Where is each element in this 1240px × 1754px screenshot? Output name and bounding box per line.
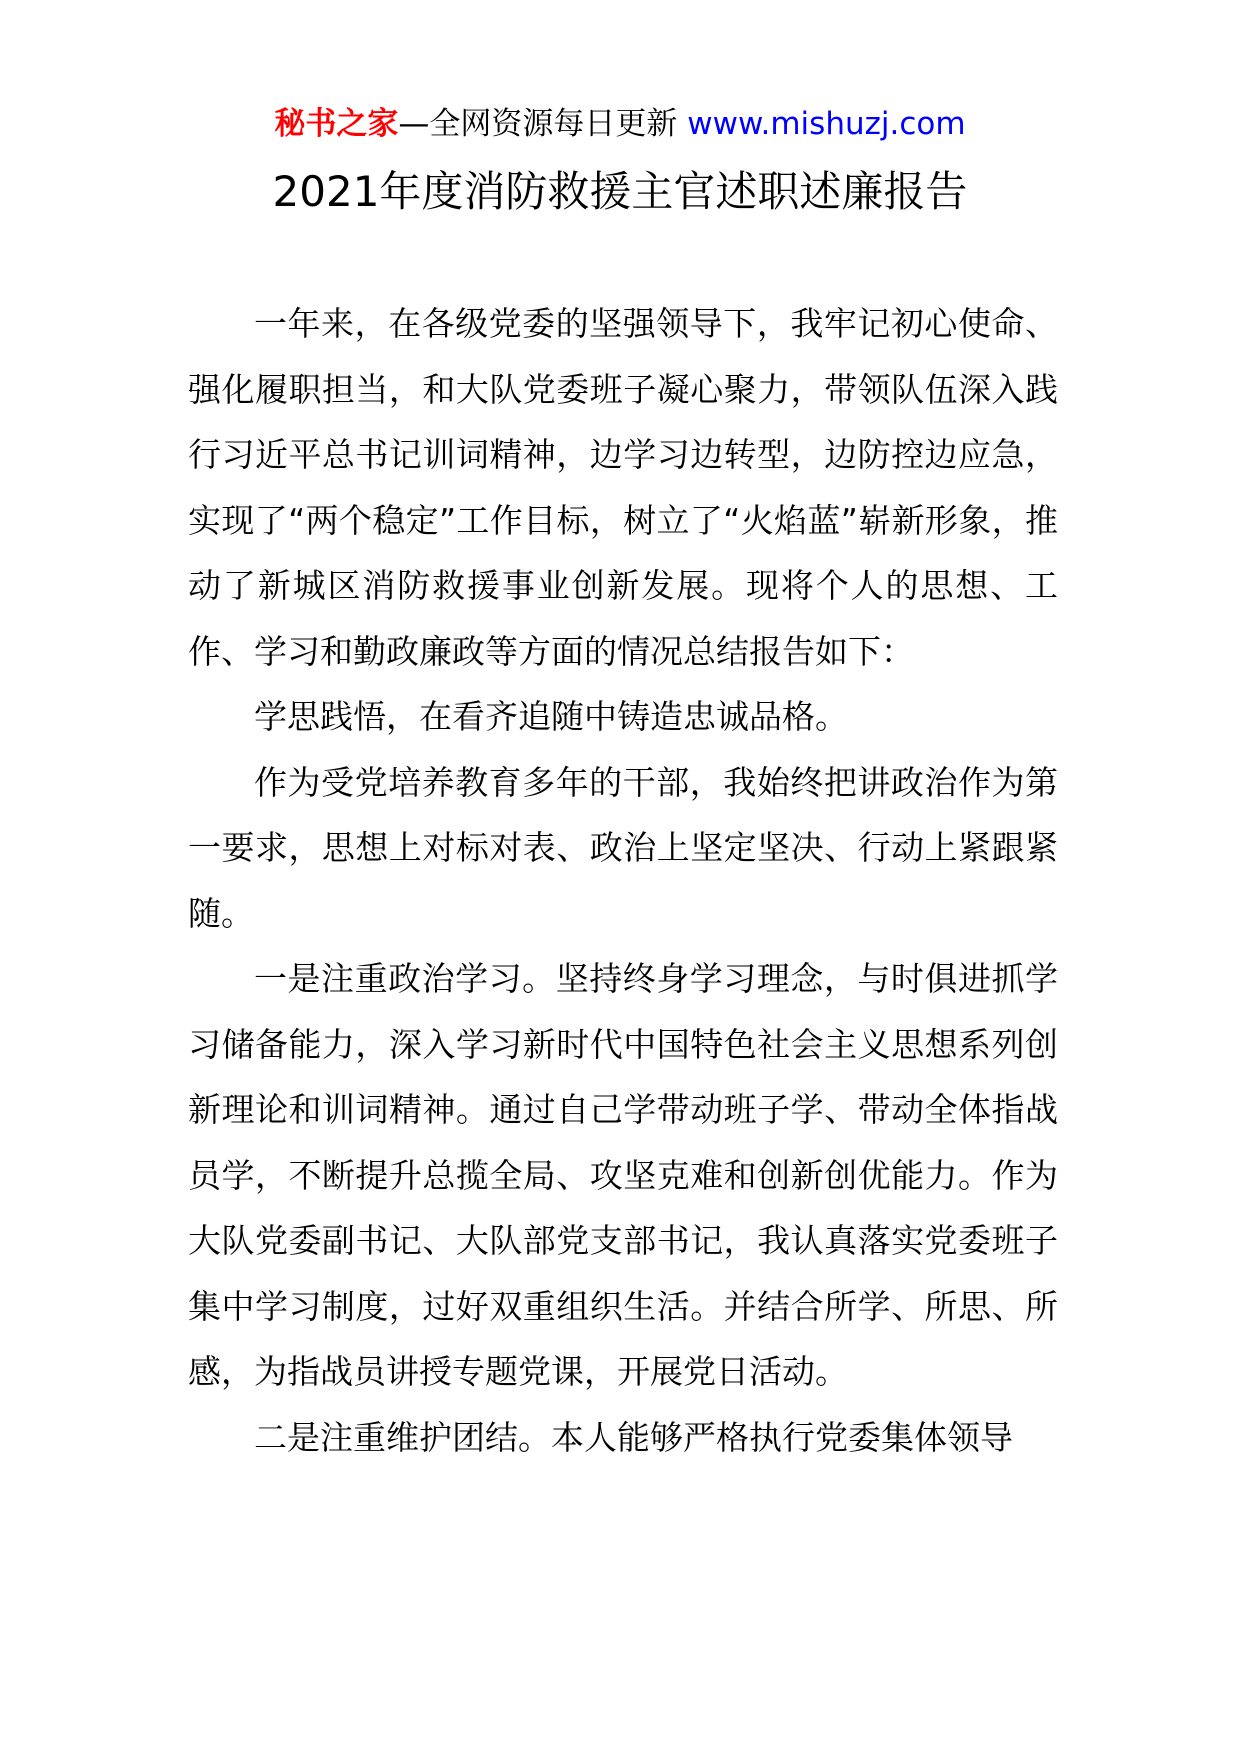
- site-url-link[interactable]: www.mishuzj.com: [687, 106, 966, 142]
- header-tagline: —全网资源每日更新: [398, 106, 678, 142]
- document-body: [188, 291, 1058, 1470]
- paragraph-section-heading: 学思践悟，在看齐追随中铸造忠诚品格。: [254, 697, 848, 736]
- paragraph-point-one: 一是注重政治学习。坚持终身学习理念，与时俱进抓学习储备能力，深入学习新时代中国特色社会主义思想系列创新理论和训词精神。通过自己学带动班子学、带动全体指战员学，不断提升总揽全局、攻坚克难和创新创优能力。作为大队党委副书记、大队部党支部书记，我认真落实党委班子集中学习制度，过好双重组织生活。并结合所学、所思、所感，为指战员讲授专题党课，开展党日活动。: [188, 959, 1058, 1391]
- paragraph-intro: 一年来，在各级党委的坚强领导下，我牢记初心使命、强化履职担当，和大队党委班子凝心聚力，带领队伍深入践行习近平总书记训词精神，边学习边转型，边防控边应急，实现了“两个稳定”工作目标，树立了“火焰蓝”崭新形象，推动了新城区消防救援事业创新发展。现将个人的思想、工作、学习和勤政廉政等方面的情况总结报告如下：: [188, 304, 1058, 671]
- paragraph-political-requirement: 作为受党培养教育多年的干部，我始终把讲政治作为第一要求，思想上对标对表、政治上坚定坚决、行动上紧跟紧随。: [188, 762, 1058, 933]
- paragraph-point-two: 二是注重维护团结。本人能够严格执行党委集体领导: [254, 1417, 1013, 1457]
- document-title: 2021年度消防救援主官述职述廉报告: [272, 167, 968, 216]
- site-header: [0, 102, 1240, 146]
- brand-name: 秘书之家: [274, 106, 399, 142]
